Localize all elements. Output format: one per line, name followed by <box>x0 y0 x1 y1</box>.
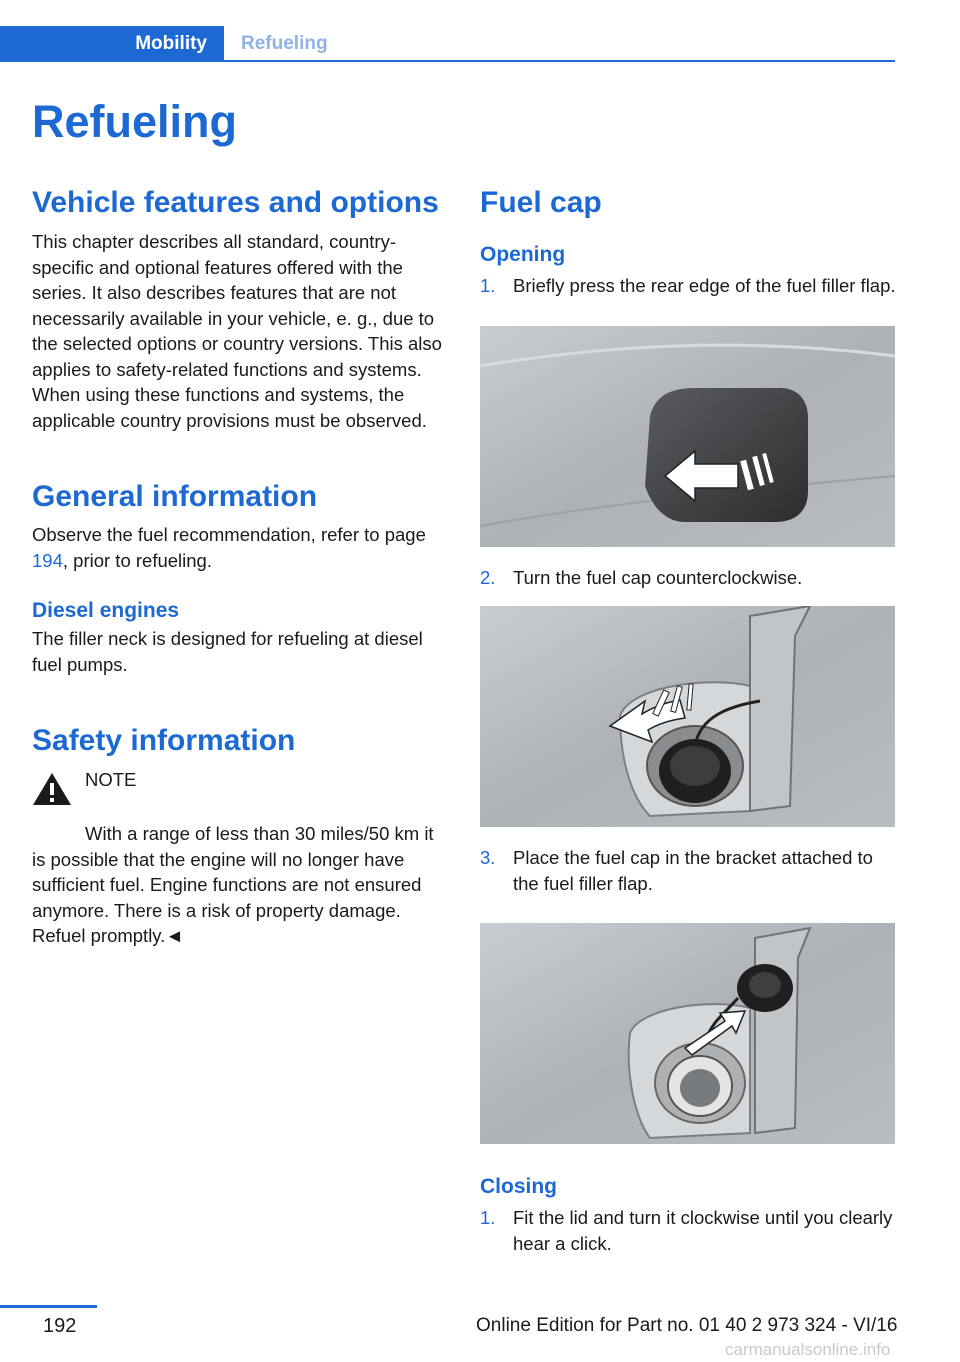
tab-mobility[interactable] <box>0 26 224 61</box>
step-text: Briefly press the rear edge of the fuel filler flap. <box>513 275 896 296</box>
step-text: Turn the fuel cap counterclockwise. <box>513 566 803 588</box>
tab-mobility-label: Mobility <box>135 32 207 54</box>
right-column <box>480 183 896 1256</box>
closing-step-1 <box>480 1205 896 1256</box>
page-194-link[interactable]: 194 <box>32 549 63 571</box>
opening-heading: Opening <box>480 243 566 266</box>
watermark: carmanualsonline.info <box>725 1340 891 1359</box>
closing-heading: Closing <box>480 1175 557 1198</box>
tab-refueling[interactable] <box>241 26 328 61</box>
vehicle-features-body: This chapter describes all standard, country-specific and optional features offered with the series. It also describes features that are not necessarily available in your vehicle, e. g., due to the selected options or country versions. This also applies to safety-related functions and systems. When using these functions and systems, the applicable country provisions must be observed. <box>32 231 442 431</box>
general-info-text-before: Observe the fuel recommendation, refer to page <box>32 524 426 545</box>
note-title: NOTE <box>85 769 137 790</box>
fuel-filler-flap-press-image <box>480 326 895 547</box>
step-number: 3. <box>480 847 496 868</box>
tab-refueling-label: Refueling <box>241 32 328 54</box>
note-body-text: With a range of less than 30 miles/50 km it is possible that the engine will no longer have sufficient fuel. Engine functions are not ensured anymore. There is a risk of property damage. Refuel promptly.◄ <box>32 823 434 946</box>
step-number: 2. <box>480 566 496 588</box>
footer-divider <box>0 1305 97 1308</box>
note-body <box>32 796 447 949</box>
fuel-cap-bracket-image <box>480 923 895 1144</box>
safety-heading: Safety information <box>32 724 296 757</box>
fuel-cap-heading: Fuel cap <box>480 186 602 219</box>
header-divider <box>0 60 895 62</box>
step-text: Fit the lid and turn it clockwise until you clearly hear a click. <box>513 1207 893 1254</box>
page-number: 192 <box>43 1315 77 1337</box>
warning-icon <box>32 771 72 807</box>
diesel-body: The filler neck is designed for refueling at diesel fuel pumps. <box>32 628 423 675</box>
fuel-cap-turn-image <box>480 606 895 827</box>
header-bar <box>0 0 960 62</box>
step-number: 1. <box>480 1207 496 1228</box>
safety-note <box>32 767 447 949</box>
general-info-text-after: , prior to refueling. <box>62 549 212 571</box>
step-text: Place the fuel cap in the bracket attached to the fuel filler flap. <box>513 847 873 894</box>
step-number: 1. <box>480 275 496 296</box>
general-info-body <box>32 522 447 573</box>
left-column <box>32 183 447 949</box>
opening-step-3 <box>480 845 896 896</box>
diesel-heading: Diesel engines <box>32 599 180 622</box>
footer-edition: Online Edition for Part no. 01 40 2 973 324 - VI/16 <box>476 1315 898 1336</box>
page-title: Refueling <box>32 96 238 147</box>
vehicle-features-heading: Vehicle features and options <box>32 186 439 219</box>
opening-step-2 <box>480 565 896 591</box>
general-info-heading: General information <box>32 480 318 513</box>
opening-step-1 <box>480 273 896 299</box>
